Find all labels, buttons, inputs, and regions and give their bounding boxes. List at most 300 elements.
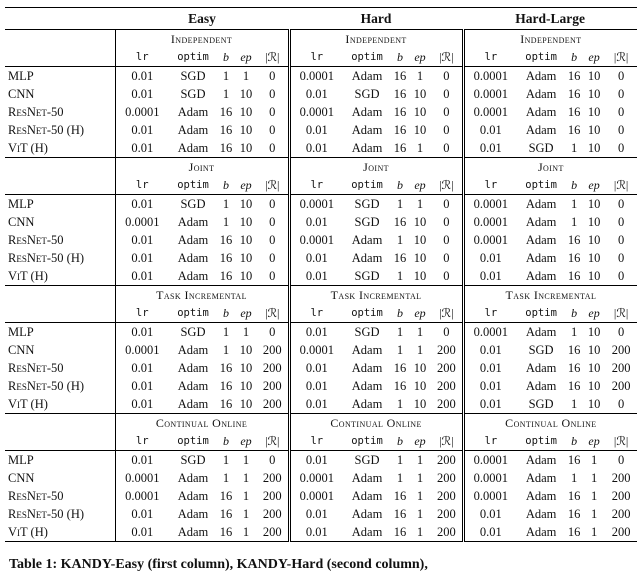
cell-batch: 16 xyxy=(567,69,581,83)
col-header-epochs: ep xyxy=(583,48,605,67)
cell-batch: 16 xyxy=(567,123,581,137)
cell-epochs: 1 xyxy=(235,523,257,542)
cell-optim: Adam xyxy=(343,139,391,158)
column-header-row xyxy=(5,304,637,323)
cell-epochs: 1 xyxy=(590,489,598,503)
cell-replay: 200 xyxy=(262,379,282,393)
cell-lr: 0.01 xyxy=(289,359,343,377)
cell-batch: 1 xyxy=(391,267,409,286)
cell-batch: 16 xyxy=(565,267,583,286)
cell-optim: Adam xyxy=(525,489,557,503)
cell-optim: Adam xyxy=(177,233,209,247)
cell-lr: 0.01 xyxy=(115,359,169,377)
cell-epochs: 10 xyxy=(239,215,253,229)
cell-batch: 16 xyxy=(567,343,581,357)
cell-epochs: 10 xyxy=(239,105,253,119)
cell-lr: 0.01 xyxy=(115,377,169,395)
cell-batch: 1 xyxy=(396,233,404,247)
cell-optim: SGD xyxy=(180,69,206,83)
col-header-lr: lr xyxy=(115,432,169,451)
cell-epochs: 1 xyxy=(242,507,250,521)
cell-batch: 16 xyxy=(219,251,233,265)
cell-lr: 0.0001 xyxy=(289,469,343,487)
cell-lr: 0.01 xyxy=(289,139,343,158)
cell-replay: 0 xyxy=(431,267,463,286)
cell-epochs: 10 xyxy=(587,123,601,137)
cell-epochs: 10 xyxy=(587,105,601,119)
col-header-lr: lr xyxy=(289,432,343,451)
cell-lr: 0.0001 xyxy=(115,103,169,121)
cell-epochs: 1 xyxy=(242,489,250,503)
cell-replay: 0 xyxy=(443,105,450,119)
cell-lr: 0.01 xyxy=(463,121,517,139)
table-row xyxy=(5,103,637,121)
cell-lr: 0.0001 xyxy=(463,451,517,470)
cell-epochs: 10 xyxy=(587,69,601,83)
cell-replay: 200 xyxy=(436,489,456,503)
table-row xyxy=(5,85,637,103)
cell-replay: 0 xyxy=(605,267,637,286)
cell-epochs: 10 xyxy=(587,197,601,211)
cell-epochs: 10 xyxy=(413,379,427,393)
cell-epochs: 10 xyxy=(409,267,431,286)
cell-epochs: 10 xyxy=(413,105,427,119)
cell-batch: 16 xyxy=(393,361,407,375)
col-header-epochs: ep xyxy=(583,432,605,451)
cell-lr: 0.01 xyxy=(115,139,169,158)
col-header-optim: optim xyxy=(517,176,565,195)
section-title: Continual Online xyxy=(115,414,289,433)
col-header-lr: lr xyxy=(115,176,169,195)
cell-epochs: 1 xyxy=(416,453,424,467)
col-header-epochs: ep xyxy=(409,304,431,323)
cell-epochs: 1 xyxy=(242,69,250,83)
cell-optim: Adam xyxy=(525,251,557,265)
section-title: Independent xyxy=(115,30,289,49)
cell-replay: 0 xyxy=(618,453,625,467)
cell-lr: 0.0001 xyxy=(463,323,517,342)
cell-lr: 0.01 xyxy=(289,323,343,342)
cell-lr: 0.01 xyxy=(115,67,169,86)
cell-batch: 16 xyxy=(567,489,581,503)
col-header-optim: optim xyxy=(169,304,217,323)
cell-replay: 200 xyxy=(436,471,456,485)
cell-batch: 16 xyxy=(565,523,583,542)
cell-lr: 0.01 xyxy=(115,523,169,542)
col-header-epochs: ep xyxy=(409,48,431,67)
cell-batch: 1 xyxy=(222,343,230,357)
cell-replay: 200 xyxy=(257,523,289,542)
col-header-lr: lr xyxy=(289,48,343,67)
cell-batch: 16 xyxy=(567,361,581,375)
cell-epochs: 10 xyxy=(239,361,253,375)
cell-replay: 0 xyxy=(443,69,450,83)
table-row xyxy=(5,395,637,414)
cell-batch: 1 xyxy=(396,471,404,485)
cell-epochs: 1 xyxy=(242,471,250,485)
cell-lr: 0.01 xyxy=(463,139,517,158)
cell-epochs: 1 xyxy=(416,69,424,83)
cell-batch: 1 xyxy=(222,215,230,229)
cell-optim: Adam xyxy=(525,507,557,521)
cell-epochs: 10 xyxy=(587,87,601,101)
cell-lr: 0.01 xyxy=(463,359,517,377)
cell-lr: 0.01 xyxy=(289,451,343,470)
group-title-hard-large: Hard-Large xyxy=(463,8,637,30)
cell-batch: 16 xyxy=(567,105,581,119)
cell-optim: Adam xyxy=(351,507,383,521)
cell-batch: 16 xyxy=(391,139,409,158)
cell-epochs: 1 xyxy=(416,343,424,357)
empty-cell xyxy=(5,286,115,305)
cell-lr: 0.0001 xyxy=(289,231,343,249)
cell-optim: Adam xyxy=(517,523,565,542)
cell-optim: SGD xyxy=(343,267,391,286)
col-header-lr: lr xyxy=(463,304,517,323)
cell-replay: 0 xyxy=(618,197,625,211)
cell-optim: Adam xyxy=(525,325,557,339)
cell-batch: 1 xyxy=(396,453,404,467)
table-title-row xyxy=(5,8,637,30)
section-title: Task Incremental xyxy=(115,286,289,305)
table-row xyxy=(5,523,637,542)
cell-optim: Adam xyxy=(351,123,383,137)
cell-optim: Adam xyxy=(525,123,557,137)
cell-lr: 0.01 xyxy=(115,395,169,414)
table-row xyxy=(5,231,637,249)
cell-optim: SGD xyxy=(517,395,565,414)
section-title: Continual Online xyxy=(289,414,463,433)
col-header-lr: lr xyxy=(289,304,343,323)
row-label: ResNet-50 (H) xyxy=(8,123,85,137)
cell-epochs: 10 xyxy=(587,233,601,247)
cell-lr: 0.01 xyxy=(289,505,343,523)
cell-replay: 0 xyxy=(269,123,276,137)
cell-batch: 16 xyxy=(393,379,407,393)
col-header-replay: |ℛ| xyxy=(431,304,463,323)
cell-batch: 16 xyxy=(219,507,233,521)
cell-batch: 16 xyxy=(219,105,233,119)
cell-epochs: 10 xyxy=(587,325,601,339)
cell-batch: 16 xyxy=(567,507,581,521)
col-header-lr: lr xyxy=(463,432,517,451)
cell-replay: 0 xyxy=(443,123,450,137)
table-row xyxy=(5,67,637,86)
cell-replay: 200 xyxy=(611,343,631,357)
cell-lr: 0.01 xyxy=(289,249,343,267)
row-label: ResNet-50 (H) xyxy=(8,507,85,521)
cell-batch: 16 xyxy=(217,523,235,542)
cell-replay: 200 xyxy=(262,343,282,357)
col-header-optim: optim xyxy=(169,176,217,195)
empty-cell xyxy=(5,158,115,177)
cell-epochs: 1 xyxy=(590,507,598,521)
col-header-epochs: ep xyxy=(235,176,257,195)
col-header-batch: b xyxy=(565,432,583,451)
cell-epochs: 10 xyxy=(239,251,253,265)
section-title: Joint xyxy=(463,158,637,177)
cell-batch: 1 xyxy=(565,395,583,414)
cell-optim: Adam xyxy=(351,379,383,393)
cell-epochs: 10 xyxy=(239,379,253,393)
cell-epochs: 10 xyxy=(587,251,601,265)
row-label: ViT (H) xyxy=(5,523,115,542)
cell-optim: Adam xyxy=(177,489,209,503)
table-row xyxy=(5,267,637,286)
cell-replay: 200 xyxy=(605,523,637,542)
col-header-epochs: ep xyxy=(409,176,431,195)
cell-epochs: 1 xyxy=(416,197,424,211)
col-header-optim: optim xyxy=(343,432,391,451)
cell-optim: SGD xyxy=(354,453,380,467)
col-header-epochs: ep xyxy=(409,432,431,451)
col-header-optim: optim xyxy=(517,432,565,451)
cell-optim: SGD xyxy=(180,197,206,211)
cell-replay: 200 xyxy=(431,395,463,414)
cell-lr: 0.01 xyxy=(463,267,517,286)
section-header-row xyxy=(5,286,637,305)
table-caption: Table 1: KANDY-Easy (first column), KANDY-Hard (second column), xyxy=(9,557,428,572)
cell-replay: 200 xyxy=(436,379,456,393)
corner-cell xyxy=(5,8,115,30)
empty-cell xyxy=(5,414,115,433)
table-row xyxy=(5,121,637,139)
cell-replay: 0 xyxy=(269,233,276,247)
cell-batch: 1 xyxy=(570,325,578,339)
cell-lr: 0.01 xyxy=(115,505,169,523)
col-header-replay: |ℛ| xyxy=(605,304,637,323)
cell-replay: 200 xyxy=(611,471,631,485)
cell-batch: 1 xyxy=(396,325,404,339)
cell-lr: 0.01 xyxy=(289,395,343,414)
cell-optim: Adam xyxy=(177,379,209,393)
cell-replay: 0 xyxy=(618,105,625,119)
col-header-lr: lr xyxy=(463,176,517,195)
row-label: ResNet-50 xyxy=(8,489,64,503)
col-header-batch: b xyxy=(565,48,583,67)
cell-lr: 0.01 xyxy=(115,451,169,470)
cell-optim: SGD xyxy=(528,343,554,357)
cell-batch: 1 xyxy=(222,453,230,467)
row-label: ResNet-50 (H) xyxy=(8,379,85,393)
cell-replay: 0 xyxy=(605,139,637,158)
cell-replay: 200 xyxy=(611,489,631,503)
col-header-batch: b xyxy=(565,304,583,323)
cell-lr: 0.01 xyxy=(289,377,343,395)
cell-lr: 0.0001 xyxy=(289,195,343,214)
cell-optim: Adam xyxy=(351,251,383,265)
col-header-epochs: ep xyxy=(583,304,605,323)
cell-optim: Adam xyxy=(351,343,383,357)
col-header-lr: lr xyxy=(115,48,169,67)
row-label: MLP xyxy=(8,69,34,83)
cell-lr: 0.01 xyxy=(289,121,343,139)
col-header-replay: |ℛ| xyxy=(605,176,637,195)
cell-optim: Adam xyxy=(343,395,391,414)
cell-lr: 0.01 xyxy=(463,505,517,523)
cell-optim: Adam xyxy=(351,105,383,119)
col-header-optim: optim xyxy=(169,48,217,67)
cell-epochs: 1 xyxy=(590,453,598,467)
cell-batch: 1 xyxy=(222,325,230,339)
cell-epochs: 10 xyxy=(413,233,427,247)
cell-replay: 0 xyxy=(618,233,625,247)
cell-batch: 16 xyxy=(391,523,409,542)
cell-replay: 200 xyxy=(262,507,282,521)
cell-optim: SGD xyxy=(517,139,565,158)
cell-lr: 0.01 xyxy=(115,85,169,103)
cell-optim: SGD xyxy=(354,197,380,211)
cell-lr: 0.01 xyxy=(115,267,169,286)
cell-batch: 16 xyxy=(219,123,233,137)
col-header-lr: lr xyxy=(289,176,343,195)
cell-batch: 16 xyxy=(219,233,233,247)
section-title: Task Incremental xyxy=(463,286,637,305)
cell-lr: 0.01 xyxy=(115,249,169,267)
col-header-replay: |ℛ| xyxy=(431,432,463,451)
cell-batch: 16 xyxy=(219,489,233,503)
cell-epochs: 10 xyxy=(413,251,427,265)
cell-lr: 0.0001 xyxy=(463,67,517,86)
cell-optim: Adam xyxy=(525,233,557,247)
cell-epochs: 10 xyxy=(239,233,253,247)
cell-lr: 0.0001 xyxy=(463,487,517,505)
cell-lr: 0.01 xyxy=(115,195,169,214)
cell-batch: 16 xyxy=(393,251,407,265)
section-title: Task Incremental xyxy=(289,286,463,305)
row-label: CNN xyxy=(8,87,35,101)
row-label: ResNet-50 (H) xyxy=(8,251,85,265)
col-header-optim: optim xyxy=(517,48,565,67)
cell-replay: 200 xyxy=(262,471,282,485)
cell-lr: 0.0001 xyxy=(463,231,517,249)
cell-batch: 16 xyxy=(393,489,407,503)
col-header-optim: optim xyxy=(343,176,391,195)
cell-optim: Adam xyxy=(177,361,209,375)
cell-batch: 1 xyxy=(222,87,230,101)
cell-optim: Adam xyxy=(525,197,557,211)
cell-batch: 16 xyxy=(567,87,581,101)
cell-optim: Adam xyxy=(169,523,217,542)
cell-batch: 16 xyxy=(393,105,407,119)
cell-optim: Adam xyxy=(177,123,209,137)
cell-epochs: 10 xyxy=(587,343,601,357)
cell-replay: 200 xyxy=(611,507,631,521)
cell-epochs: 10 xyxy=(413,87,427,101)
cell-epochs: 10 xyxy=(409,395,431,414)
row-label: ViT (H) xyxy=(5,267,115,286)
table-row xyxy=(5,359,637,377)
cell-replay: 0 xyxy=(618,251,625,265)
empty-cell xyxy=(5,48,115,67)
col-header-optim: optim xyxy=(343,48,391,67)
cell-optim: Adam xyxy=(177,251,209,265)
cell-batch: 1 xyxy=(565,139,583,158)
cell-optim: Adam xyxy=(351,361,383,375)
cell-optim: Adam xyxy=(525,69,557,83)
cell-lr: 0.0001 xyxy=(115,213,169,231)
cell-epochs: 10 xyxy=(413,361,427,375)
cell-lr: 0.0001 xyxy=(289,67,343,86)
cell-replay: 0 xyxy=(257,267,289,286)
cell-optim: Adam xyxy=(525,87,557,101)
cell-optim: Adam xyxy=(169,139,217,158)
cell-lr: 0.01 xyxy=(289,213,343,231)
cell-optim: Adam xyxy=(351,471,383,485)
row-label: ResNet-50 xyxy=(8,233,64,247)
cell-lr: 0.01 xyxy=(463,523,517,542)
cell-replay: 200 xyxy=(431,523,463,542)
table-row xyxy=(5,377,637,395)
table-row xyxy=(5,487,637,505)
col-header-batch: b xyxy=(391,432,409,451)
col-header-epochs: ep xyxy=(235,432,257,451)
row-label: MLP xyxy=(8,325,34,339)
cell-replay: 200 xyxy=(436,453,456,467)
cell-replay: 0 xyxy=(618,69,625,83)
cell-epochs: 10 xyxy=(583,395,605,414)
col-header-lr: lr xyxy=(115,304,169,323)
cell-replay: 0 xyxy=(618,215,625,229)
cell-batch: 1 xyxy=(222,69,230,83)
cell-batch: 1 xyxy=(391,395,409,414)
cell-epochs: 1 xyxy=(409,523,431,542)
cell-epochs: 10 xyxy=(235,267,257,286)
section-title: Joint xyxy=(115,158,289,177)
table-row xyxy=(5,195,637,214)
cell-epochs: 10 xyxy=(235,139,257,158)
col-header-replay: |ℛ| xyxy=(431,48,463,67)
cell-optim: Adam xyxy=(525,215,557,229)
cell-optim: SGD xyxy=(354,87,380,101)
section-title: Joint xyxy=(289,158,463,177)
col-header-batch: b xyxy=(217,304,235,323)
cell-optim: Adam xyxy=(343,523,391,542)
row-label: ViT (H) xyxy=(5,139,115,158)
cell-replay: 200 xyxy=(262,489,282,503)
cell-optim: Adam xyxy=(177,343,209,357)
cell-replay: 0 xyxy=(431,139,463,158)
empty-cell xyxy=(5,432,115,451)
cell-epochs: 1 xyxy=(590,471,598,485)
col-header-optim: optim xyxy=(343,304,391,323)
group-title-hard: Hard xyxy=(289,8,463,30)
cell-batch: 1 xyxy=(396,197,404,211)
col-header-batch: b xyxy=(217,432,235,451)
cell-lr: 0.0001 xyxy=(289,341,343,359)
cell-replay: 0 xyxy=(269,325,276,339)
cell-replay: 0 xyxy=(443,233,450,247)
section-title: Independent xyxy=(463,30,637,49)
cell-batch: 1 xyxy=(222,197,230,211)
col-header-replay: |ℛ| xyxy=(605,432,637,451)
cell-replay: 0 xyxy=(443,197,450,211)
cell-batch: 16 xyxy=(217,395,235,414)
cell-replay: 0 xyxy=(443,325,450,339)
group-title-easy: Easy xyxy=(115,8,289,30)
cell-epochs: 10 xyxy=(239,123,253,137)
col-header-optim: optim xyxy=(517,304,565,323)
cell-replay: 0 xyxy=(269,453,276,467)
cell-epochs: 10 xyxy=(587,379,601,393)
section-title: Independent xyxy=(289,30,463,49)
cell-lr: 0.0001 xyxy=(463,213,517,231)
cell-batch: 16 xyxy=(567,233,581,247)
cell-epochs: 1 xyxy=(583,523,605,542)
cell-epochs: 10 xyxy=(239,197,253,211)
cell-lr: 0.0001 xyxy=(115,341,169,359)
col-header-epochs: ep xyxy=(583,176,605,195)
